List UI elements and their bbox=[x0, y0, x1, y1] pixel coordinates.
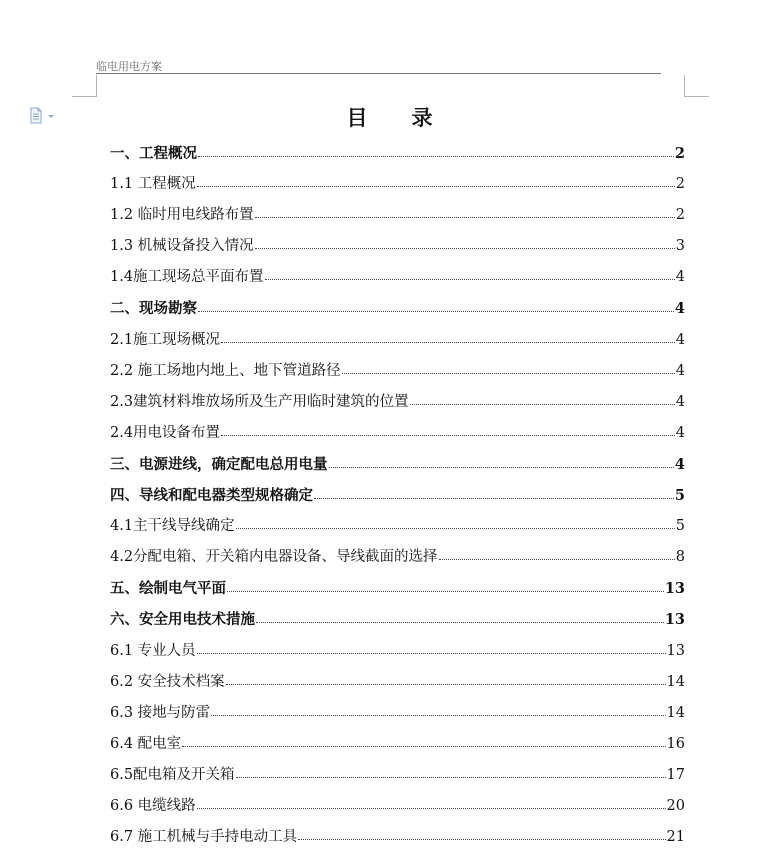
toc-entry-title: 六、安全用电技术措施 bbox=[110, 611, 255, 629]
toc-entry-title: 1.3 机械设备投入情况 bbox=[110, 238, 254, 255]
toc-entry-title: 1.1 工程概况 bbox=[110, 176, 196, 193]
toc-entry-title: 6.3 接地与防雷 bbox=[110, 704, 211, 721]
toc-entry[interactable] bbox=[110, 511, 685, 542]
toc-dot-leader bbox=[226, 684, 666, 685]
toc-entry-page: 4 bbox=[675, 362, 685, 379]
toc-dot-leader bbox=[265, 279, 675, 280]
toc-dot-leader bbox=[256, 622, 664, 623]
toc-entry-page: 17 bbox=[666, 766, 685, 783]
toc-entry-page: 5 bbox=[675, 518, 685, 535]
toc-entry[interactable] bbox=[110, 387, 685, 418]
toc-entry[interactable] bbox=[110, 604, 685, 635]
toc-dot-leader bbox=[329, 467, 674, 468]
toc-entry[interactable] bbox=[110, 293, 685, 324]
toc-entry-page: 5 bbox=[674, 487, 685, 505]
toc-entry[interactable] bbox=[110, 325, 685, 356]
toc-entry[interactable] bbox=[110, 573, 685, 604]
toc-entry-page: 2 bbox=[674, 145, 685, 162]
toc-dot-leader bbox=[197, 653, 666, 654]
toc-dot-leader bbox=[314, 498, 674, 499]
toc-entry[interactable] bbox=[110, 138, 685, 169]
toc-dot-leader bbox=[211, 715, 665, 716]
toc-entry-title: 二、现场勘察 bbox=[110, 300, 197, 318]
toc-dot-leader bbox=[197, 186, 675, 187]
toc-entry-page: 2 bbox=[675, 207, 685, 224]
toc-entry[interactable] bbox=[110, 791, 685, 822]
toc-entry[interactable] bbox=[110, 667, 685, 698]
toc-entry[interactable] bbox=[110, 760, 685, 791]
toc-entry[interactable] bbox=[110, 356, 685, 387]
toc-entry-page: 4 bbox=[674, 455, 685, 473]
toc-entry[interactable] bbox=[110, 231, 685, 262]
toc-dot-leader bbox=[198, 311, 674, 312]
toc-dot-leader bbox=[198, 156, 674, 157]
toc-entry-title: 2.4用电设备布置 bbox=[110, 424, 221, 441]
toc-entry-title: 四、导线和配电器类型规格确定 bbox=[110, 487, 313, 505]
toc-entry-title: 6.7 施工机械与手持电动工具 bbox=[110, 829, 298, 846]
toc-entry[interactable] bbox=[110, 262, 685, 293]
toc-entry[interactable] bbox=[110, 418, 685, 449]
toc-entry[interactable] bbox=[110, 169, 685, 200]
toc-entry[interactable] bbox=[110, 698, 685, 729]
toc-entry-page: 13 bbox=[664, 611, 685, 629]
toc-entry-title: 6.2 安全技术档案 bbox=[110, 673, 225, 690]
toc-entry[interactable] bbox=[110, 636, 685, 667]
toc-entry-title: 一、工程概况 bbox=[110, 145, 197, 162]
toc-entry-title: 1.4施工现场总平面布置 bbox=[110, 269, 264, 286]
toc-entry[interactable] bbox=[110, 200, 685, 231]
toc-dot-leader bbox=[255, 248, 675, 249]
toc-entry-page: 13 bbox=[666, 642, 685, 659]
table-of-contents bbox=[110, 138, 685, 853]
toc-entry-title: 1.2 临时用电线路布置 bbox=[110, 207, 254, 224]
toc-entry-page: 4 bbox=[675, 331, 685, 348]
toc-entry-title: 6.1 专业人员 bbox=[110, 642, 196, 659]
toc-entry-page: 8 bbox=[675, 549, 685, 566]
toc-entry[interactable] bbox=[110, 729, 685, 760]
toc-dot-leader bbox=[221, 342, 675, 343]
toc-entry-title: 4.1主干线导线确定 bbox=[110, 518, 235, 535]
toc-entry-page: 20 bbox=[666, 797, 685, 814]
toc-entry[interactable] bbox=[110, 822, 685, 853]
toc-dot-leader bbox=[410, 404, 675, 405]
toc-entry-title: 三、电源进线，确定配电总用电量 bbox=[110, 455, 328, 473]
toc-dot-leader bbox=[227, 591, 664, 592]
toc-entry[interactable] bbox=[110, 480, 685, 511]
margin-corner-right bbox=[684, 75, 709, 97]
toc-dot-leader bbox=[236, 528, 675, 529]
toc-entry-title: 2.2 施工场地内地上、地下管道路径 bbox=[110, 362, 341, 379]
toc-dot-leader bbox=[439, 559, 675, 560]
toc-entry-page: 3 bbox=[675, 238, 685, 255]
toc-title: 目录 bbox=[346, 105, 477, 130]
toc-entry-page: 4 bbox=[675, 424, 685, 441]
toc-entry[interactable] bbox=[110, 449, 685, 480]
toc-dot-leader bbox=[236, 777, 666, 778]
toc-entry-page: 21 bbox=[666, 829, 685, 846]
page-header-text: 临电用电方案 bbox=[96, 60, 162, 73]
toc-entry-title: 6.5配电箱及开关箱 bbox=[110, 766, 235, 783]
toc-entry-page: 4 bbox=[675, 393, 685, 410]
toc-entry-page: 16 bbox=[666, 735, 685, 752]
toc-entry-page: 13 bbox=[664, 580, 685, 598]
toc-entry-page: 4 bbox=[675, 269, 685, 286]
toc-dot-leader bbox=[342, 373, 675, 374]
toc-entry-page: 4 bbox=[674, 300, 685, 318]
toc-dot-leader bbox=[197, 808, 666, 809]
toc-entry-title: 五、绘制电气平面 bbox=[110, 580, 226, 598]
toc-dot-leader bbox=[298, 839, 665, 840]
margin-corner-left bbox=[72, 75, 97, 97]
toc-entry-page: 14 bbox=[666, 673, 685, 690]
toc-dot-leader bbox=[182, 746, 665, 747]
toc-entry-title: 2.3建筑材料堆放场所及生产用临时建筑的位置 bbox=[110, 393, 409, 410]
header-rule bbox=[96, 73, 661, 74]
toc-entry-title: 6.4 配电室 bbox=[110, 735, 182, 752]
toc-entry-title: 6.6 电缆线路 bbox=[110, 797, 196, 814]
toc-entry-title: 2.1施工现场概况 bbox=[110, 331, 221, 348]
toc-dot-leader bbox=[255, 217, 675, 218]
toc-entry-title: 4.2分配电箱、开关箱内电器设备、导线截面的选择 bbox=[110, 549, 438, 566]
toc-dot-leader bbox=[221, 435, 675, 436]
toc-entry-page: 2 bbox=[675, 176, 685, 193]
toc-entry-page: 14 bbox=[666, 704, 685, 721]
toc-entry[interactable] bbox=[110, 542, 685, 573]
